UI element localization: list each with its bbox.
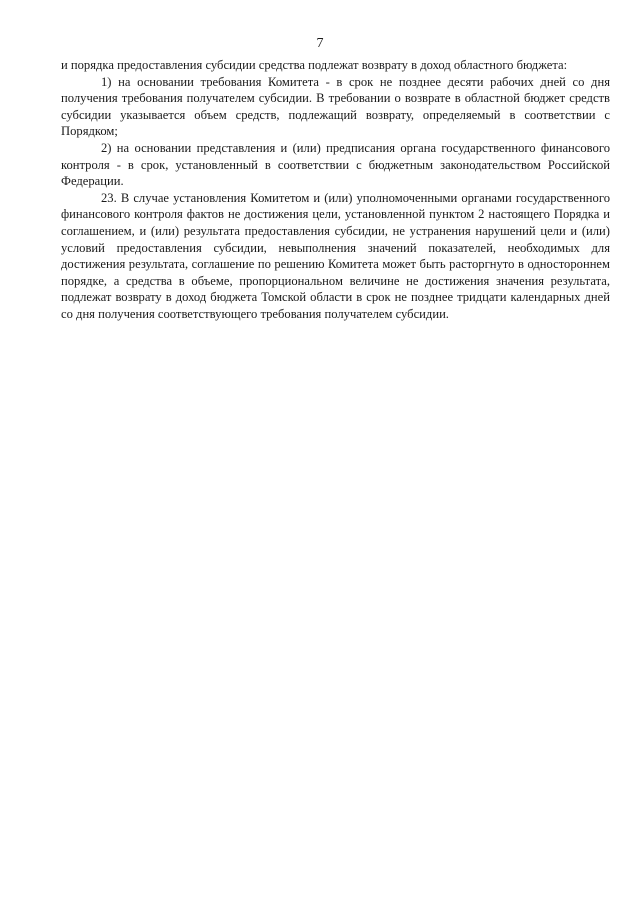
- paragraph-clause-23: 23. В случае установления Комитетом и (или) уполномоченными органами государственного финансового контроля фактов не достижения цели, установленной пунктом 2 настоящего Порядка и соглашением, и (или) результата предоставления субсидии, не устранения нарушений цели и (или) условий предоставления субсидии, невыполнения значений показателей, необходимых для достижения результата, соглашение по решению Комитета может быть расторгнуто в одностороннем порядке, а средства в объеме, пропорциональном величине не достижения значения результата, подлежат возврату в доход бюджета Томской области в срок не позднее тридцати календарных дней со дня получения соответствующего требования получателем субсидии.: [61, 190, 610, 321]
- page-number: 7: [316, 36, 324, 51]
- paragraph-continuation: и порядка предоставления субсидии средства подлежат возврату в доход областного бюджета:: [61, 58, 568, 72]
- document-body: [61, 57, 610, 323]
- paragraph-item-1: 1) на основании требования Комитета - в срок не позднее десяти рабочих дней со дня получения требования получателем субсидии. В требовании о возврате в областной бюджет средств субсидии указывается объем средств, подлежащий возврату, определяемый в соответствии с Порядком;: [61, 74, 610, 139]
- paragraph-item-2: 2) на основании представления и (или) предписания органа государственного финансового контроля - в срок, установленный в соответствии с бюджетным законодательством Российской Федерации.: [61, 140, 610, 189]
